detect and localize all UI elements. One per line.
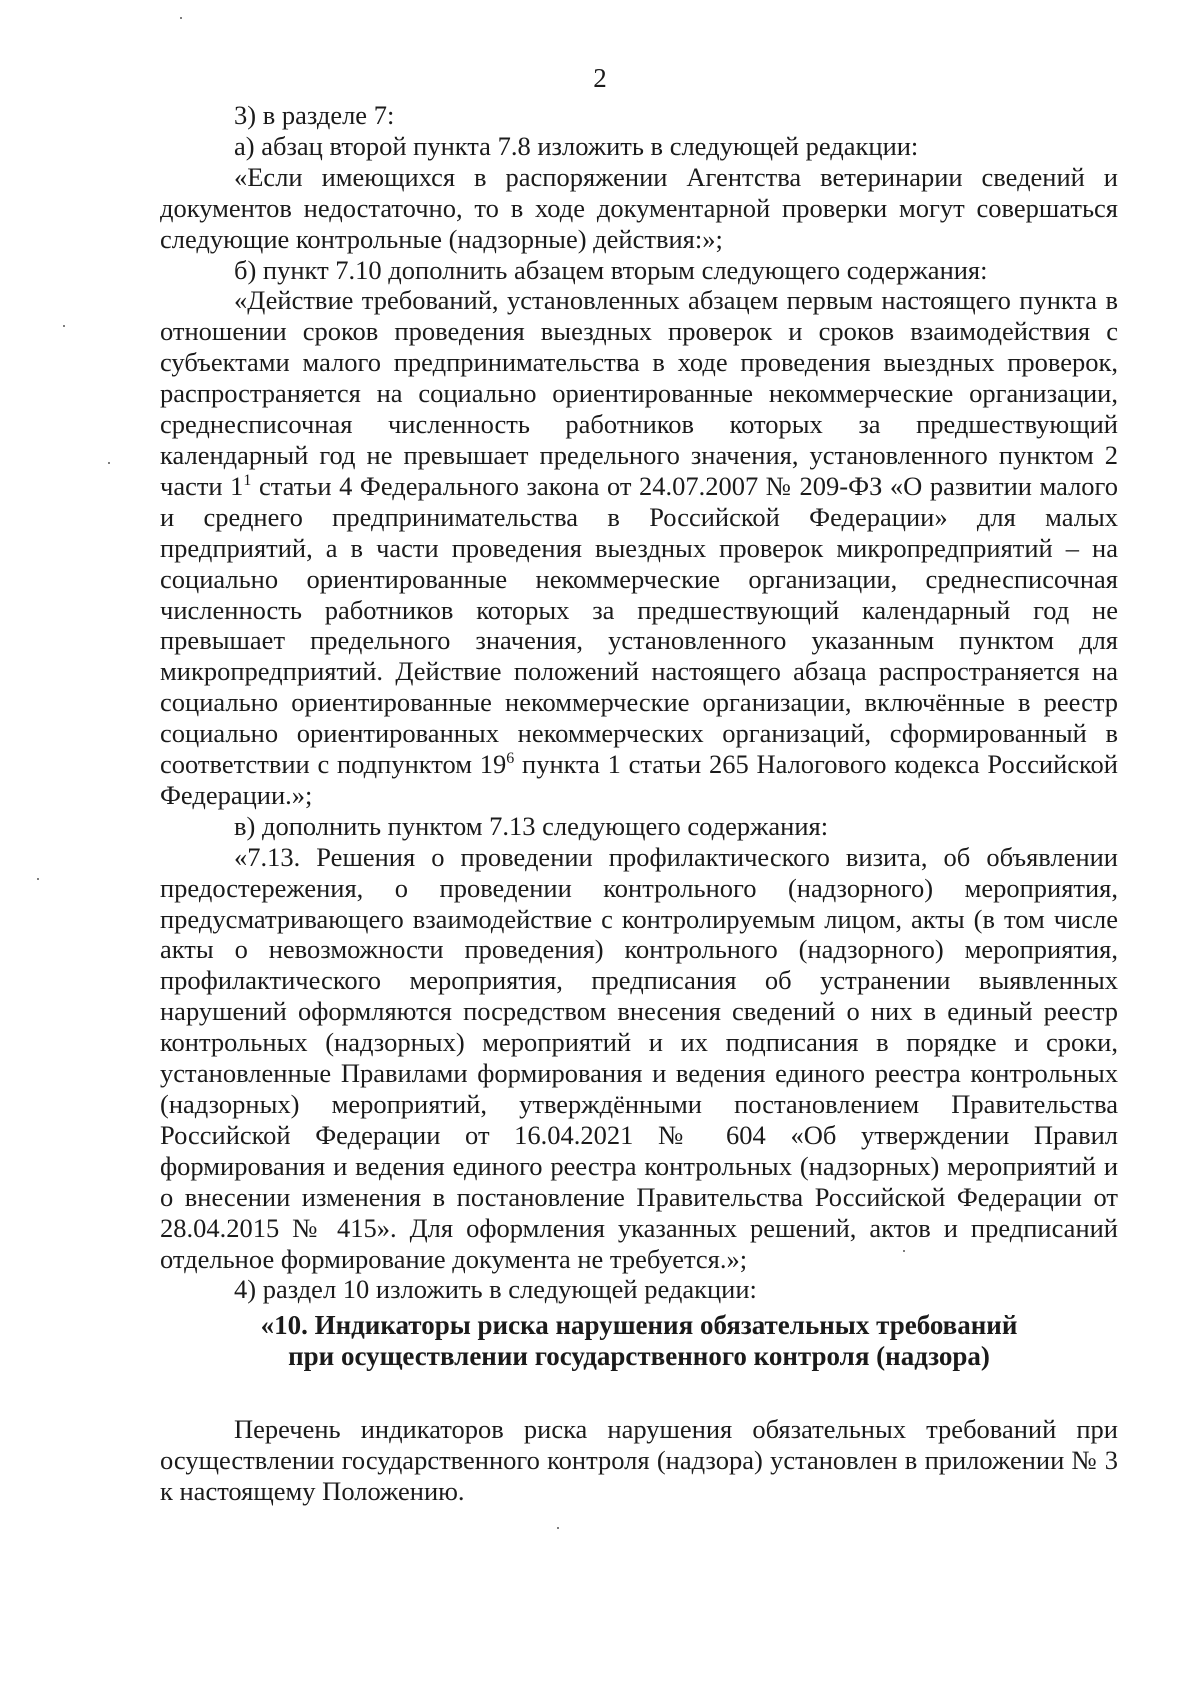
paragraph-7-10-text-part3: пункта 1 статьи 265 Налогового кодекса Российской Федерации.»; — [160, 749, 1118, 810]
paragraph-7-8-intro: а) абзац второй пункта 7.8 изложить в следующей редакции: — [234, 130, 919, 161]
scan-speck — [37, 878, 39, 880]
section-10-heading — [160, 1310, 1118, 1372]
paragraph-7-10-text — [160, 285, 1118, 810]
paragraph-7-13-intro: в) дополнить пунктом 7.13 следующего содержания: — [234, 810, 829, 841]
paragraph-7-8-text: «Если имеющихся в распоряжении Агентства ветеринарии сведений и документов недостаточно, то в ходе документарной проверки могут совершаться следующие контрольные (надзорные) действия:»; — [160, 161, 1118, 254]
paragraph-7-13-text: «7.13. Решения о проведении профилактического визита, об объявлении предостережения, о проведении контрольного (надзорного) мероприятия, предусматривающего взаимодействие с контролируемым лицом, акты (в том числе акты о невозможности проведения) контрольного (надзорного) мероприятия, профилактического мероприятия, предписания об устранении выявленных нарушений оформляются посредством внесения сведений о них в единый реестр контрольных (надзорных) мероприятий и их подписания в порядке и сроки, установленные Правилами формирования и ведения единого реестра контрольных (надзорных) мероприятий, утверждёнными постановлением Правительства Российской Федерации от 16.04.2021 № 604 «Об утверждении Правил формирования и ведения единого реестра контрольных (надзорных) мероприятий и о внесении изменения в постановление Правительства Российской Федерации от 28.04.2015 № 415». Для оформления указанных решений, актов и предписаний отдельное формирование документа не требуется.»; — [160, 841, 1118, 1274]
scan-speck — [180, 17, 182, 19]
paragraph-7-10-text-part2: статьи 4 Федерального закона от 24.07.2007 № 209-ФЗ «О развитии малого и среднего предпринимательства в Российской Федерации» для малых предприятий, а в части проведения выездных проверок микропредприятий – на социально ориентированные некоммерческие организации, среднесписочная численность работников которых за предшествующий календарный год не превышает предельного значения, установленного указанным пунктом для микропредприятий. Действие положений настоящего абзаца распространяется на социально ориентированные некоммерческие организации, включённые в реестр социально ориентированных некоммерческих организаций, сформированный в соответствии с подпунктом 19 — [160, 470, 1119, 780]
paragraph-7-10-text-part1: «Действие требований, установленных абзацем первым настоящего пункта в отношении сроков проведения выездных проверок и сроков взаимодействия с субъектами малого предпринимательства в ходе проведения выездных проверок, распространяется на социально ориентированные некоммерческие организации, среднесписочная численность работников которых за предшествующий календарный год не превышает предельного значения, установленного пунктом 2 части 1 — [160, 285, 1118, 501]
paragraph-section-10-intro: 4) раздел 10 изложить в следующей редакции: — [234, 1274, 757, 1305]
page-number: 2 — [593, 63, 607, 93]
section-10-heading-line1: «10. Индикаторы риска нарушения обязательных требований — [260, 1310, 1018, 1341]
paragraph-7-10-intro: б) пункт 7.10 дополнить абзацем вторым следующего содержания: — [234, 254, 988, 285]
superscript-6: 6 — [506, 750, 515, 768]
scan-speck — [557, 1527, 559, 1529]
scan-speck — [108, 462, 110, 464]
section-10-heading-line2: при осуществлении государственного контроля (надзора) — [288, 1341, 990, 1372]
spacer — [160, 1372, 1118, 1414]
superscript-1: 1 — [243, 471, 252, 489]
paragraph-indicators-list: Перечень индикаторов риска нарушения обязательных требований при осуществлении государственного контроля (надзора) установлен в приложении № 3 к настоящему Положению. — [160, 1414, 1118, 1507]
paragraph-section-7: 3) в разделе 7: — [234, 100, 395, 130]
scan-speck — [63, 325, 65, 327]
scan-speck — [903, 1250, 905, 1252]
document-body — [160, 100, 1118, 1507]
